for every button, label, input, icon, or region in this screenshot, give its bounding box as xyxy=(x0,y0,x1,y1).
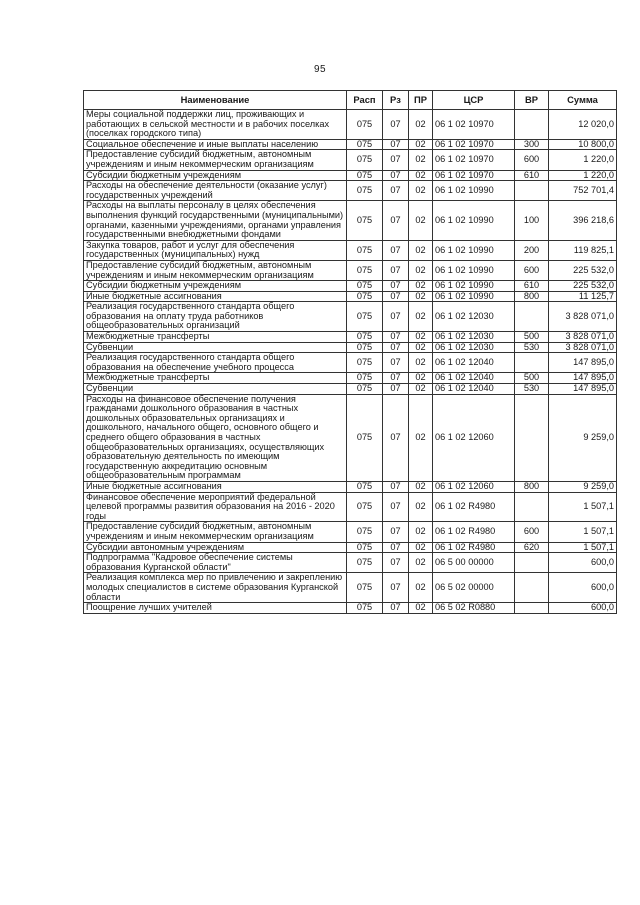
table-row xyxy=(84,373,617,384)
cell-rasp: 075 xyxy=(347,553,383,573)
cell-rasp: 075 xyxy=(347,150,383,170)
table-header-row xyxy=(84,91,617,110)
table-row xyxy=(84,240,617,260)
table-row xyxy=(84,542,617,553)
cell-name: Субвенции xyxy=(84,384,347,395)
cell-pr: 02 xyxy=(409,332,433,343)
cell-csr: 06 1 02 12040 xyxy=(433,353,515,373)
cell-name: Расходы на выплаты персоналу в целях обеспечения выполнения функций государственными (муниципальными) органами, казенными учреждениями, органами управления государственными внебюджетными фондами xyxy=(84,201,347,240)
cell-rz: 07 xyxy=(383,342,409,353)
cell-sum: 225 532,0 xyxy=(549,260,617,280)
cell-pr: 02 xyxy=(409,603,433,614)
cell-vr xyxy=(515,603,549,614)
cell-vr xyxy=(515,553,549,573)
cell-csr: 06 1 02 10990 xyxy=(433,181,515,201)
cell-pr: 02 xyxy=(409,291,433,302)
cell-sum: 9 259,0 xyxy=(549,481,617,492)
cell-name: Субсидии бюджетным учреждениям xyxy=(84,170,347,181)
table-row xyxy=(84,302,617,332)
cell-sum: 11 125,7 xyxy=(549,291,617,302)
cell-name: Субсидии бюджетным учреждениям xyxy=(84,281,347,292)
cell-rasp: 075 xyxy=(347,394,383,481)
cell-rz: 07 xyxy=(383,542,409,553)
cell-rasp: 075 xyxy=(347,492,383,522)
cell-rasp: 075 xyxy=(347,139,383,150)
cell-name: Меры социальной поддержки лиц, проживающих и работающих в сельской местности и в рабочих поселках (поселках городского типа) xyxy=(84,110,347,140)
cell-vr xyxy=(515,573,549,603)
cell-csr: 06 5 02 R0880 xyxy=(433,603,515,614)
cell-name: Расходы на финансовое обеспечение получения гражданами дошкольного образования в частных дошкольных образовательных организациях и дошкольного, начального общего, основного общего и среднего общего образования в частных общеобразовательных организациях, осуществляющих образовательную деятельность по имеющим государственную аккредитацию основным общеобразовательным программам xyxy=(84,394,347,481)
cell-csr: 06 1 02 10970 xyxy=(433,110,515,140)
cell-rz: 07 xyxy=(383,170,409,181)
cell-csr: 06 1 02 12040 xyxy=(433,373,515,384)
cell-sum: 600,0 xyxy=(549,603,617,614)
cell-pr: 02 xyxy=(409,373,433,384)
cell-name: Предоставление субсидий бюджетным, автономным учреждениям и иным некоммерческим организациям xyxy=(84,260,347,280)
cell-rz: 07 xyxy=(383,373,409,384)
cell-vr: 300 xyxy=(515,139,549,150)
cell-name: Реализация государственного стандарта общего образования на оплату труда работников общеобразовательных организаций xyxy=(84,302,347,332)
cell-rasp: 075 xyxy=(347,170,383,181)
cell-vr: 620 xyxy=(515,542,549,553)
table-row xyxy=(84,603,617,614)
cell-vr: 500 xyxy=(515,332,549,343)
cell-sum: 9 259,0 xyxy=(549,394,617,481)
cell-pr: 02 xyxy=(409,573,433,603)
cell-csr: 06 1 02 12030 xyxy=(433,332,515,343)
cell-csr: 06 5 02 00000 xyxy=(433,573,515,603)
cell-name: Иные бюджетные ассигнования xyxy=(84,481,347,492)
table-row xyxy=(84,170,617,181)
cell-pr: 02 xyxy=(409,553,433,573)
table-row xyxy=(84,384,617,395)
table-row xyxy=(84,353,617,373)
cell-csr: 06 1 02 10970 xyxy=(433,170,515,181)
cell-rz: 07 xyxy=(383,353,409,373)
table-row xyxy=(84,332,617,343)
cell-rz: 07 xyxy=(383,260,409,280)
cell-csr: 06 1 02 R4980 xyxy=(433,542,515,553)
table-row xyxy=(84,481,617,492)
cell-rz: 07 xyxy=(383,291,409,302)
cell-rasp: 075 xyxy=(347,522,383,542)
cell-csr: 06 1 02 R4980 xyxy=(433,522,515,542)
cell-name: Субсидии автономным учреждениям xyxy=(84,542,347,553)
cell-rasp: 075 xyxy=(347,201,383,240)
cell-name: Иные бюджетные ассигнования xyxy=(84,291,347,302)
cell-pr: 02 xyxy=(409,201,433,240)
cell-sum: 3 828 071,0 xyxy=(549,342,617,353)
cell-vr: 600 xyxy=(515,150,549,170)
cell-pr: 02 xyxy=(409,139,433,150)
cell-rz: 07 xyxy=(383,139,409,150)
cell-sum: 147 895,0 xyxy=(549,353,617,373)
cell-name: Реализация государственного стандарта общего образования на обеспечение учебного процесса xyxy=(84,353,347,373)
cell-name: Расходы на обеспечение деятельности (оказание услуг) государственных учреждений xyxy=(84,181,347,201)
header-csr: ЦСР xyxy=(433,91,515,110)
table-row xyxy=(84,522,617,542)
cell-sum: 147 895,0 xyxy=(549,373,617,384)
cell-vr xyxy=(515,302,549,332)
cell-csr: 06 1 02 12060 xyxy=(433,481,515,492)
cell-name: Предоставление субсидий бюджетным, автономным учреждениям и иным некоммерческим организациям xyxy=(84,522,347,542)
cell-rasp: 075 xyxy=(347,260,383,280)
budget-table xyxy=(83,90,617,614)
cell-sum: 10 800,0 xyxy=(549,139,617,150)
cell-pr: 02 xyxy=(409,110,433,140)
header-sum: Сумма xyxy=(549,91,617,110)
cell-vr: 800 xyxy=(515,291,549,302)
cell-csr: 06 1 02 10990 xyxy=(433,291,515,302)
cell-name: Межбюджетные трансферты xyxy=(84,332,347,343)
table-row xyxy=(84,150,617,170)
cell-sum: 3 828 071,0 xyxy=(549,332,617,343)
cell-rz: 07 xyxy=(383,384,409,395)
cell-rz: 07 xyxy=(383,481,409,492)
cell-rz: 07 xyxy=(383,522,409,542)
cell-pr: 02 xyxy=(409,281,433,292)
cell-rasp: 075 xyxy=(347,353,383,373)
cell-pr: 02 xyxy=(409,150,433,170)
cell-vr: 800 xyxy=(515,481,549,492)
cell-sum: 1 507,1 xyxy=(549,492,617,522)
cell-csr: 06 1 02 10990 xyxy=(433,240,515,260)
cell-rz: 07 xyxy=(383,240,409,260)
cell-vr xyxy=(515,181,549,201)
cell-pr: 02 xyxy=(409,542,433,553)
cell-rasp: 075 xyxy=(347,181,383,201)
cell-csr: 06 1 02 12030 xyxy=(433,302,515,332)
cell-vr: 600 xyxy=(515,260,549,280)
cell-pr: 02 xyxy=(409,342,433,353)
cell-rasp: 075 xyxy=(347,332,383,343)
cell-name: Подпрограмма "Кадровое обеспечение системы образования Курганской области" xyxy=(84,553,347,573)
cell-rz: 07 xyxy=(383,110,409,140)
cell-name: Межбюджетные трансферты xyxy=(84,373,347,384)
cell-rz: 07 xyxy=(383,394,409,481)
cell-pr: 02 xyxy=(409,384,433,395)
table-row xyxy=(84,181,617,201)
cell-name: Субвенции xyxy=(84,342,347,353)
cell-csr: 06 1 02 10990 xyxy=(433,201,515,240)
table-row xyxy=(84,553,617,573)
cell-vr xyxy=(515,110,549,140)
table-row xyxy=(84,342,617,353)
cell-rasp: 075 xyxy=(347,373,383,384)
cell-sum: 147 895,0 xyxy=(549,384,617,395)
cell-vr: 500 xyxy=(515,373,549,384)
cell-csr: 06 1 02 10970 xyxy=(433,150,515,170)
cell-rz: 07 xyxy=(383,181,409,201)
cell-pr: 02 xyxy=(409,181,433,201)
cell-vr xyxy=(515,492,549,522)
cell-csr: 06 1 02 10990 xyxy=(433,260,515,280)
table-row xyxy=(84,139,617,150)
cell-pr: 02 xyxy=(409,260,433,280)
cell-pr: 02 xyxy=(409,522,433,542)
cell-rasp: 075 xyxy=(347,240,383,260)
cell-rasp: 075 xyxy=(347,342,383,353)
header-pr: ПР xyxy=(409,91,433,110)
cell-rasp: 075 xyxy=(347,110,383,140)
table-row xyxy=(84,394,617,481)
cell-sum: 752 701,4 xyxy=(549,181,617,201)
page-number: 95 xyxy=(313,64,327,75)
cell-sum: 119 825,1 xyxy=(549,240,617,260)
table-row xyxy=(84,110,617,140)
cell-rasp: 075 xyxy=(347,542,383,553)
cell-sum: 1 507,1 xyxy=(549,542,617,553)
cell-rz: 07 xyxy=(383,302,409,332)
cell-vr: 610 xyxy=(515,281,549,292)
cell-csr: 06 1 02 12040 xyxy=(433,384,515,395)
cell-rz: 07 xyxy=(383,553,409,573)
cell-rasp: 075 xyxy=(347,302,383,332)
table-row xyxy=(84,281,617,292)
cell-rz: 07 xyxy=(383,492,409,522)
cell-name: Реализация комплекса мер по привлечению и закреплению молодых специалистов в системе образования Курганской области xyxy=(84,573,347,603)
table-row xyxy=(84,201,617,240)
cell-sum: 12 020,0 xyxy=(549,110,617,140)
cell-csr: 06 5 00 00000 xyxy=(433,553,515,573)
cell-sum: 225 532,0 xyxy=(549,281,617,292)
cell-vr: 610 xyxy=(515,170,549,181)
header-rasp: Расп xyxy=(347,91,383,110)
cell-csr: 06 1 02 12060 xyxy=(433,394,515,481)
cell-rasp: 075 xyxy=(347,481,383,492)
cell-rz: 07 xyxy=(383,150,409,170)
cell-rz: 07 xyxy=(383,281,409,292)
header-name: Наименование xyxy=(84,91,347,110)
cell-vr: 100 xyxy=(515,201,549,240)
cell-rz: 07 xyxy=(383,332,409,343)
cell-pr: 02 xyxy=(409,240,433,260)
cell-vr: 530 xyxy=(515,342,549,353)
cell-csr: 06 1 02 10990 xyxy=(433,281,515,292)
cell-name: Финансовое обеспечение мероприятий федеральной целевой программы развития образования на 2016 - 2020 годы xyxy=(84,492,347,522)
cell-pr: 02 xyxy=(409,302,433,332)
cell-pr: 02 xyxy=(409,492,433,522)
cell-rasp: 075 xyxy=(347,573,383,603)
cell-sum: 1 220,0 xyxy=(549,170,617,181)
cell-vr xyxy=(515,394,549,481)
cell-sum: 3 828 071,0 xyxy=(549,302,617,332)
table-row xyxy=(84,291,617,302)
cell-pr: 02 xyxy=(409,170,433,181)
cell-name: Поощрение лучших учителей xyxy=(84,603,347,614)
cell-pr: 02 xyxy=(409,353,433,373)
cell-name: Социальное обеспечение и иные выплаты населению xyxy=(84,139,347,150)
cell-csr: 06 1 02 10970 xyxy=(433,139,515,150)
header-rz: Рз xyxy=(383,91,409,110)
cell-rasp: 075 xyxy=(347,291,383,302)
table-row xyxy=(84,260,617,280)
cell-pr: 02 xyxy=(409,394,433,481)
header-vr: ВР xyxy=(515,91,549,110)
table-row xyxy=(84,492,617,522)
cell-sum: 1 220,0 xyxy=(549,150,617,170)
cell-name: Закупка товаров, работ и услуг для обеспечения государственных (муниципальных) нужд xyxy=(84,240,347,260)
cell-sum: 396 218,6 xyxy=(549,201,617,240)
cell-pr: 02 xyxy=(409,481,433,492)
cell-rasp: 075 xyxy=(347,384,383,395)
cell-vr: 600 xyxy=(515,522,549,542)
cell-rasp: 075 xyxy=(347,281,383,292)
cell-rasp: 075 xyxy=(347,603,383,614)
cell-csr: 06 1 02 12030 xyxy=(433,342,515,353)
cell-sum: 600,0 xyxy=(549,553,617,573)
cell-rz: 07 xyxy=(383,603,409,614)
table-row xyxy=(84,573,617,603)
cell-rz: 07 xyxy=(383,201,409,240)
cell-vr: 200 xyxy=(515,240,549,260)
cell-vr xyxy=(515,353,549,373)
cell-csr: 06 1 02 R4980 xyxy=(433,492,515,522)
cell-rz: 07 xyxy=(383,573,409,603)
cell-sum: 600,0 xyxy=(549,573,617,603)
cell-sum: 1 507,1 xyxy=(549,522,617,542)
cell-name: Предоставление субсидий бюджетным, автономным учреждениям и иным некоммерческим организациям xyxy=(84,150,347,170)
cell-vr: 530 xyxy=(515,384,549,395)
